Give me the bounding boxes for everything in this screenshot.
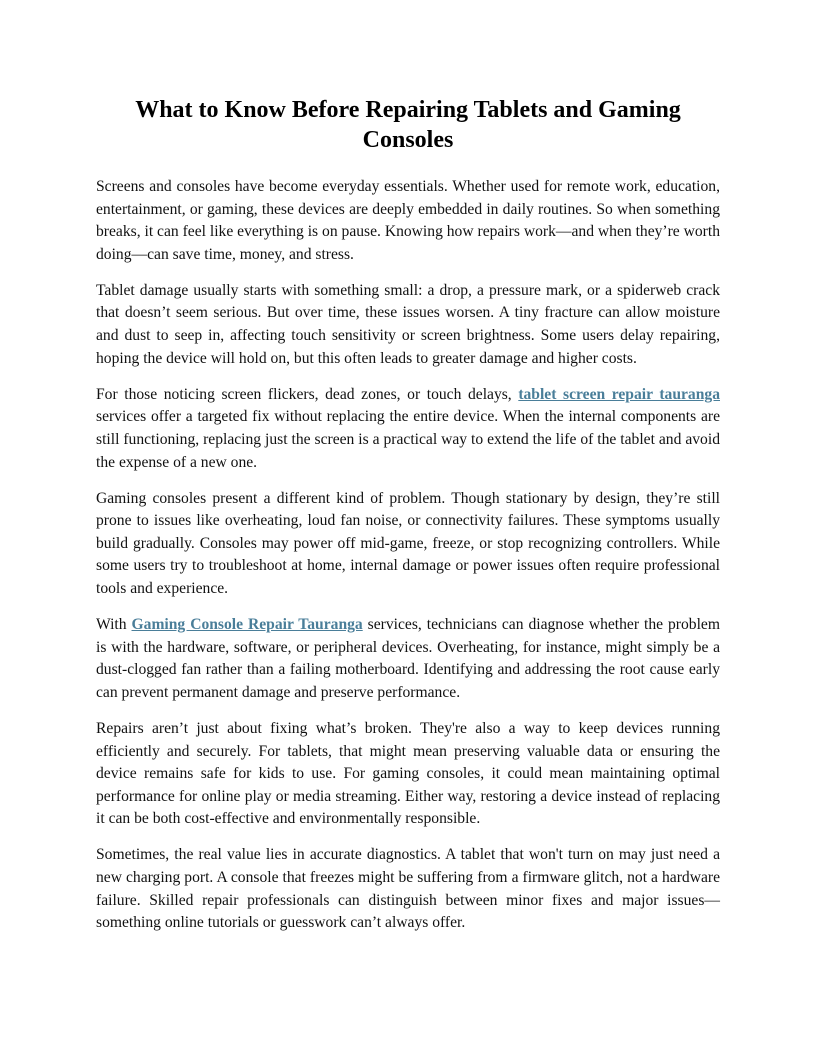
paragraph-repair-value: Repairs aren’t just about fixing what’s broken. They're also a way to keep devices running efficiently and securely. For tablets, that might mean preserving valuable data or ensuring the device remains safe for kids to use. For gaming consoles, it could mean maintaining optimal performance for online play or media streaming. Either way, restoring a device instead of replacing it can be both cost-effective and environmentally responsible. [96,719,720,828]
paragraph-console-repair [96,614,720,704]
paragraph-console-problems: Gaming consoles present a different kind of problem. Though stationary by design, they’re still prone to issues like overheating, loud fan noise, or connectivity failures. These symptoms usually build gradually. Consoles may power off mid-game, freeze, or stop recognizing controllers. While some users try to troubleshoot at home, internal damage or power issues often require professional tools and experience. [96,489,720,597]
paragraph-text: With [96,616,132,634]
paragraph-intro: Screens and consoles have become everyday essentials. Whether used for remote work, education, entertainment, or gaming, these devices are deeply embedded in daily routines. So when something breaks, it can feel like everything is on pause. Knowing how repairs work—and when they’re worth doing—can save time, money, and stress. [96,178,721,263]
paragraph-diagnostics: Sometimes, the real value lies in accurate diagnostics. A tablet that won't turn on may just need a new charging port. A console that freezes might be suffering from a firmware glitch, not a hardware failure. Skilled repair professionals can distinguish between minor fixes and major issues—something online tutorials or guesswork can’t always offer. [96,846,720,932]
tablet-screen-repair-link[interactable]: tablet screen repair tauranga [518,385,720,403]
paragraph-tablet-damage: Tablet damage usually starts with something small: a drop, a pressure mark, or a spiderweb crack that doesn’t seem serious. But over time, these issues worsen. A tiny fracture can allow moisture and dust to seep in, affecting touch sensitivity or screen brightness. Some users delay repairing, hoping the device will hold on, but this often leads to greater damage and higher costs. [96,281,720,367]
gaming-console-repair-link[interactable]: Gaming Console Repair Tauranga [131,616,363,634]
document-title: What to Know Before Repairing Tablets and Gaming Consoles [135,97,681,153]
document-page [96,95,720,948]
paragraph-text: services offer a targeted fix without replacing the entire device. When the internal components are still functioning, replacing just the screen is a practical way to extend the life of the tablet and avoid the expense of a new one. [96,408,720,471]
paragraph-text: services, technicians can diagnose whether the problem is with the hardware, software, or peripheral devices. Overheating, for instance, might simply be a dust-clogged fan rather than a failing motherboard. Identifying and addressing the root cause early can prevent permanent damage and preserve performance. [96,616,720,701]
paragraph-text: For those noticing screen flickers, dead zones, or touch delays, [96,385,519,403]
paragraph-tablet-repair [96,384,720,474]
